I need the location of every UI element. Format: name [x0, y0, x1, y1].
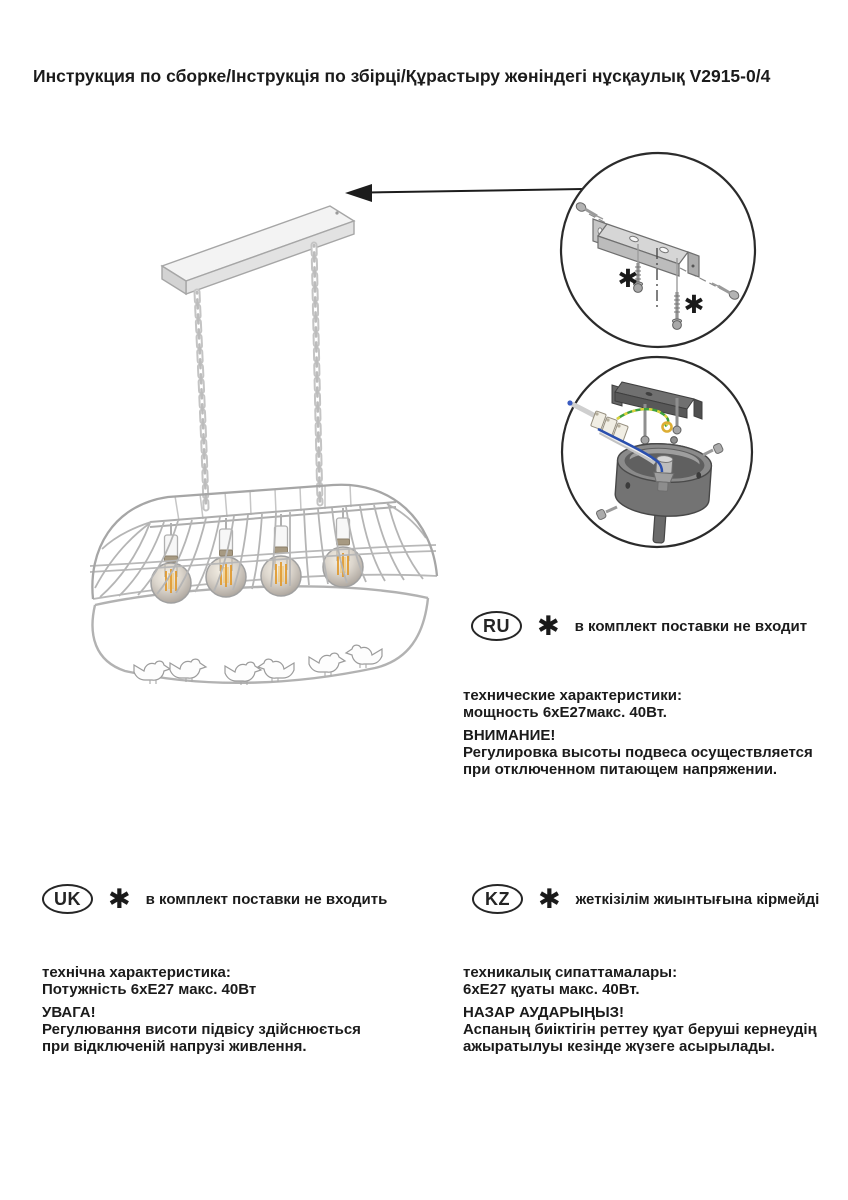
bird-figure — [258, 659, 294, 678]
uk-language-label: UK — [54, 888, 81, 909]
uk-language-badge — [42, 884, 93, 914]
ru-note-text: в комплект поставки не входит — [574, 617, 808, 635]
kz-specs — [463, 964, 817, 1055]
asterisk-icon: ✱ — [537, 611, 560, 641]
callout-arrow — [345, 184, 583, 202]
hanging-chains — [197, 245, 320, 508]
warning-line: при відключеній напрузі живлення. — [42, 1038, 307, 1055]
ru-note-row — [471, 611, 807, 641]
warning-title: УВАГА! — [42, 1004, 96, 1021]
page-title: Инструкция по сборке/Інструкція по збірці/Құрастыру жөніндегі нұсқаулық V2915-0/4 — [33, 66, 771, 86]
ru-language-badge — [471, 611, 522, 641]
asterisk-icon: ✱ — [538, 884, 561, 914]
specs-line: технические характеристики: — [463, 687, 682, 704]
bird-figure — [170, 659, 206, 678]
asterisk-icon: ✱ — [108, 884, 131, 914]
uk-specs — [42, 964, 361, 1055]
canopy-wiring-diagram — [562, 357, 752, 547]
specs-line: техникалық сипаттамалары: — [463, 964, 678, 981]
kz-language-label: KZ — [485, 888, 510, 909]
specs-line: 6хЕ27 қуаты макс. 40Вт. — [463, 981, 640, 998]
bird-figure — [309, 653, 345, 672]
bird-figure — [225, 662, 261, 681]
ru-specs — [463, 687, 813, 778]
warning-title: НАЗАР АУДАРЫҢЫЗ! — [463, 1004, 625, 1021]
ru-language-label: RU — [483, 615, 510, 636]
kz-language-badge — [472, 884, 523, 914]
warning-line: Аспаның биіктігін реттеу қуат беруші кернеудің — [463, 1021, 817, 1038]
bulb-unit — [151, 523, 191, 603]
plate-screw-dot — [335, 211, 338, 214]
mounting-bracket-diagram — [561, 153, 755, 347]
pendant-lamp — [90, 206, 437, 685]
not-included-asterisk: ✱ — [683, 291, 705, 319]
bulb-unit — [323, 508, 363, 587]
ceiling-plate — [162, 206, 354, 294]
kz-note-row — [472, 884, 819, 914]
uk-note-text: в комплект поставки не входить — [145, 890, 388, 908]
warning-line: Регулировка высоты подвеса осуществляется — [463, 744, 813, 761]
warning-line: ажыратылуы кезінде жүзеге асырылады. — [463, 1038, 775, 1055]
warning-line: Регулювання висоти підвісу здійснюється — [42, 1021, 361, 1038]
uk-note-row — [42, 884, 387, 914]
specs-line: технічна характеристика: — [42, 964, 231, 981]
warning-line: при отключенном питающем напряжении. — [463, 761, 778, 778]
small-nut — [671, 437, 678, 444]
not-included-asterisk: ✱ — [617, 265, 639, 293]
specs-line: мощность 6хЕ27макс. 40Вт. — [463, 704, 667, 721]
bird-figure — [346, 645, 382, 664]
warning-title: ВНИМАНИЕ! — [463, 727, 556, 744]
specs-line: Потужність 6хЕ27 макс. 40Вт — [42, 981, 257, 998]
wire-tip — [567, 400, 572, 405]
arrow-head — [345, 184, 372, 202]
cage-spine-bar — [150, 502, 396, 527]
kz-note-text: жеткізілім жиынтығына кірмейді — [575, 890, 820, 908]
